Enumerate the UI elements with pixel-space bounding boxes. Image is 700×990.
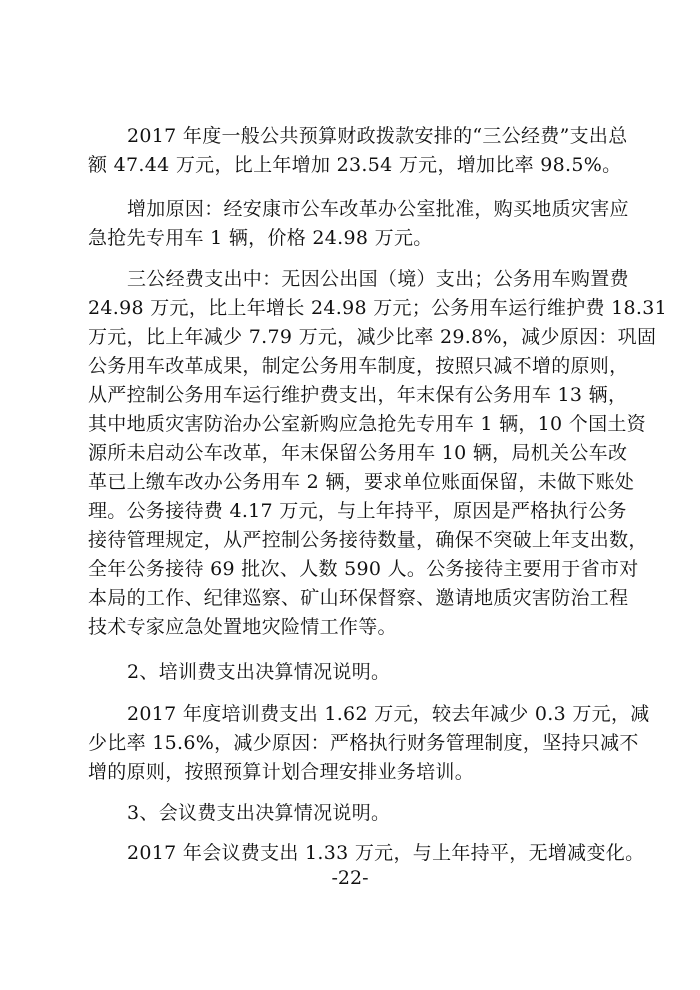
paragraph-line: 24.98 万元，比上年增长 24.98 万元；公务用车运行维护费 18.31	[88, 297, 668, 319]
paragraph-line: 增的原则，按照预算计划合理安排业务培训。	[88, 761, 475, 783]
paragraph-line: 其中地质灾害防治办公室新购应急抢先专用车 1 辆，10 个国土资	[88, 413, 646, 435]
paragraph-line: 本局的工作、纪律巡察、矿山环保督察、邀请地质灾害防治工程	[88, 587, 629, 609]
paragraph-line: 急抢先专用车 1 辆，价格 24.98 万元。	[88, 227, 433, 249]
paragraph-line: 公务用车改革成果，制定公务用车制度，按照只减不增的原则，	[88, 355, 629, 377]
section-heading: 3、会议费支出决算情况说明。	[127, 802, 391, 824]
paragraph-line: 少比率 15.6%，减少原因：严格执行财务管理制度，坚持只减不	[88, 732, 639, 754]
paragraph-line: 从严控制公务用车运行维护费支出，年末保有公务用车 13 辆，	[88, 384, 628, 406]
paragraph-line: 万元，比上年减少 7.79 万元，减少比率 29.8%，减少原因：巩固	[88, 326, 657, 348]
paragraph-line: 2017 年度培训费支出 1.62 万元，较去年减少 0.3 万元，减	[127, 703, 650, 725]
section-heading: 2、培训费支出决算情况说明。	[127, 661, 391, 683]
page-number: -22-	[331, 867, 369, 889]
paragraph-line: 增加原因：经安康市公车改革办公室批准，购买地质灾害应	[127, 198, 629, 220]
paragraph-line: 革已上缴车改办公务用车 2 辆，要求单位账面保留，未做下账处	[88, 471, 635, 493]
paragraph-line: 源所未启动公车改革，年末保留公务用车 10 辆，局机关公车改	[88, 442, 628, 464]
paragraph-line: 全年公务接待 69 批次、人数 590 人。公务接待主要用于省市对	[88, 558, 639, 580]
paragraph-line: 技术专家应急处置地灾险情工作等。	[88, 616, 397, 638]
paragraph-line: 额 47.44 万元，比上年增加 23.54 万元，增加比率 98.5%。	[88, 154, 622, 176]
paragraph-line: 2017 年度一般公共预算财政拨款安排的“三公经费”支出总	[127, 125, 628, 147]
paragraph-line: 接待管理规定，从严控制公务接待数量，确保不突破上年支出数，	[88, 529, 648, 551]
paragraph-line: 理。公务接待费 4.17 万元，与上年持平，原因是严格执行公务	[88, 500, 627, 522]
paragraph-line: 三公经费支出中：无因公出国（境）支出；公务用车购置费	[127, 268, 629, 290]
paragraph-line: 2017 年会议费支出 1.33 万元，与上年持平，无增减变化。	[127, 842, 645, 864]
